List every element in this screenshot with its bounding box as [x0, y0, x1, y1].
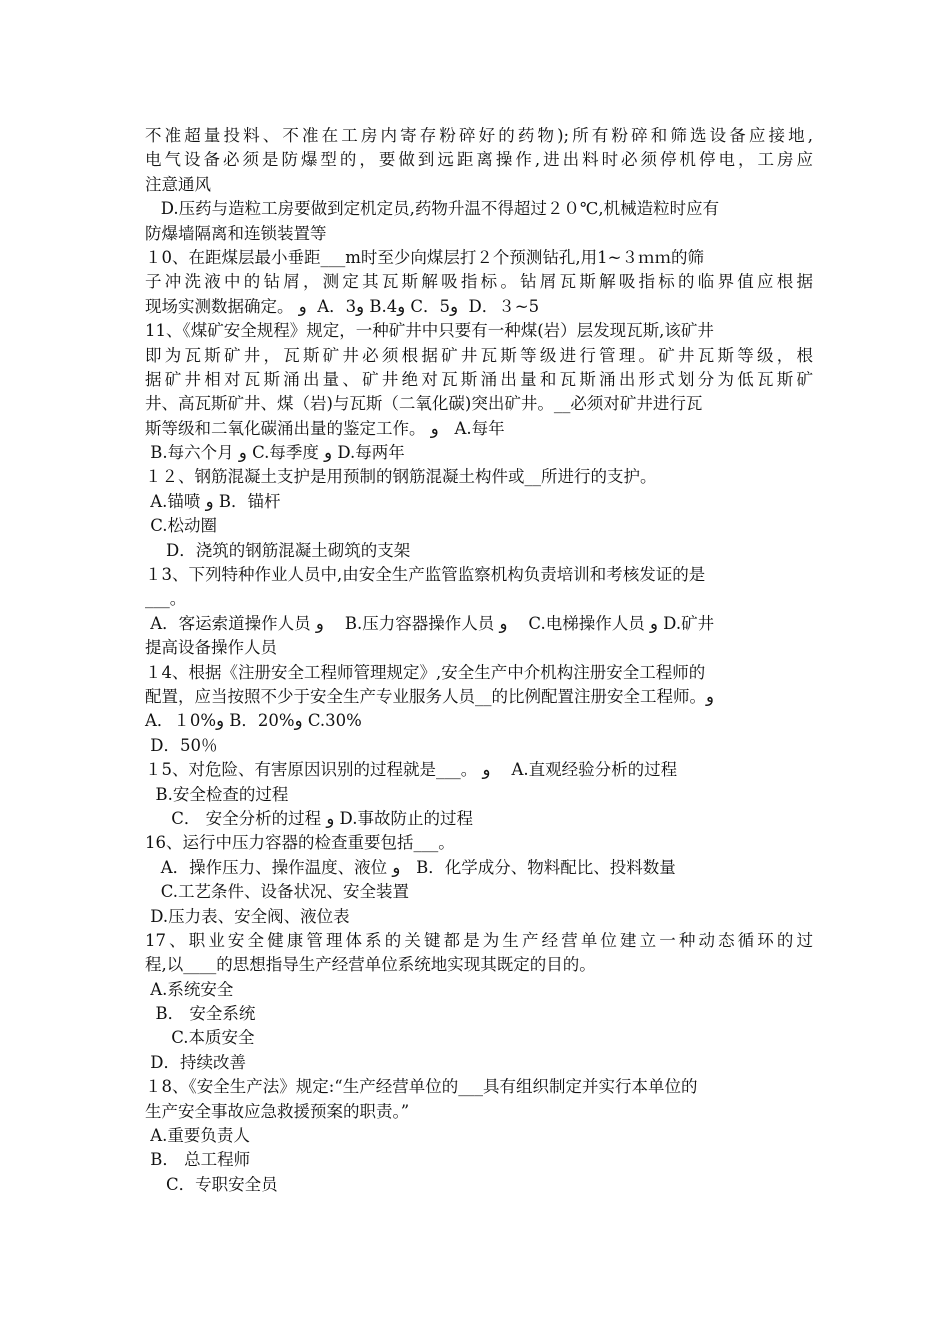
text-line: A．客运索道操作人员 و B.压力容器操作人员 و C.电梯操作人员 و D.矿井: [145, 613, 715, 633]
text-line: D．浇筑的钢筋混凝土砌筑的支架: [145, 540, 411, 560]
text-line: D.压药与造粒工房要做到定机定员,药物升温不得超过２０℃,机械造粒时应有: [145, 199, 720, 219]
text-line: A.重要负责人: [145, 1126, 250, 1146]
text-line: 11、《煤矿安全规程》规定，一种矿井中只要有一种煤(岩）层发现瓦斯,该矿井: [145, 321, 714, 341]
text-line: 防爆墙隔离和连锁装置等: [145, 223, 327, 243]
text-line: 井、高瓦斯矿井、煤（岩)与瓦斯（二氧化碳)突出矿井。__必须对矿井进行瓦: [145, 394, 703, 414]
text-line: 生产安全事故应急救援预案的职责。”: [145, 1101, 410, 1121]
text-line: D.压力表、安全阀、液位表: [145, 906, 350, 926]
text-line: B． 总工程师: [145, 1150, 251, 1170]
text-line: １２、钢筋混凝土支护是用预制的钢筋混凝土构件或__所进行的支护。: [145, 467, 657, 487]
text-line: C.工艺条件、设备状况、安全装置: [145, 882, 410, 902]
text-line: 即为瓦斯矿井，瓦斯矿井必须根据矿井瓦斯等级进行管理。矿井瓦斯等级，根: [145, 345, 813, 365]
text-line: A．１0%و B．20%و C.30%: [145, 711, 362, 731]
text-line: 提高设备操作人员: [145, 638, 277, 658]
text-line: 注意通风: [145, 174, 211, 194]
text-line: １0、在距煤层最小垂距___m时至少向煤层打２个预测钻孔,用1~３ｍｍ的筛: [145, 247, 704, 267]
text-line: C.松动圈: [145, 516, 218, 536]
text-line: 不准超量投料、不准在工房内寄存粉碎好的药物);所有粉碎和筛选设备应接地,: [145, 126, 813, 145]
text-line: D．持续改善: [145, 1052, 246, 1072]
text-line: １4、根据《注册安全工程师管理规定》,安全生产中介机构注册安全工程师的: [145, 662, 706, 682]
text-line: 斯等级和二氧化碳涌出量的鉴定工作。 و A.每年: [145, 418, 505, 438]
document-page: [145, 124, 813, 1197]
text-line: ___。: [145, 589, 187, 609]
text-line: A．操作压力、操作温度、液位 و B．化学成分、物料配比、投料数量: [145, 857, 676, 877]
text-line: 程,以____的思想指导生产经营单位系统地实现其既定的目的。: [145, 955, 596, 975]
text-line: D．50％: [145, 735, 218, 755]
text-line: C.本质安全: [145, 1028, 255, 1048]
text-line: B． 安全系统: [145, 1004, 256, 1024]
text-line: B.每六个月 و C.每季度 و D.每两年: [145, 443, 405, 463]
text-line: A.系统安全: [145, 979, 234, 999]
text-line: 子冲洗液中的钻屑，测定其瓦斯解吸指标。钻屑瓦斯解吸指标的临界值应根据: [145, 272, 813, 292]
text-line: C．专职安全员: [145, 1174, 278, 1194]
text-line: 17、职业安全健康管理体系的关键都是为生产经营单位建立一种动态循环的过: [145, 930, 813, 950]
text-line: １5、对危险、有害原因识别的过程就是___。 و A.直观经验分析的过程: [145, 760, 678, 780]
text-line: 现场实测数据确定。 و A．3و B.4و C．5و D．３~5: [145, 296, 540, 316]
text-line: １3、下列特种作业人员中,由安全生产监管监察机构负责培训和考核发证的是: [145, 565, 706, 585]
text-line: 配置，应当按照不少于安全生产专业服务人员__的比例配置注册安全工程师。و: [145, 686, 714, 706]
text-line: １8、《安全生产法》规定:“生产经营单位的___具有组织制定并实行本单位的: [145, 1077, 698, 1097]
text-line: 电气设备必须是防爆型的，要做到远距离操作,进出料时必须停机停电，工房应: [145, 150, 813, 170]
text-line: 据矿井相对瓦斯涌出量、矿井绝对瓦斯涌出量和瓦斯涌出形式划分为低瓦斯矿: [145, 369, 813, 389]
text-line: A.锚喷 و B．锚杆: [145, 491, 281, 511]
text-line: 16、运行中压力容器的检查重要包括___。: [145, 833, 455, 853]
text-line: B.安全检查的过程: [145, 784, 289, 804]
text-line: C． 安全分析的过程 و D.事故防止的过程: [145, 808, 473, 828]
